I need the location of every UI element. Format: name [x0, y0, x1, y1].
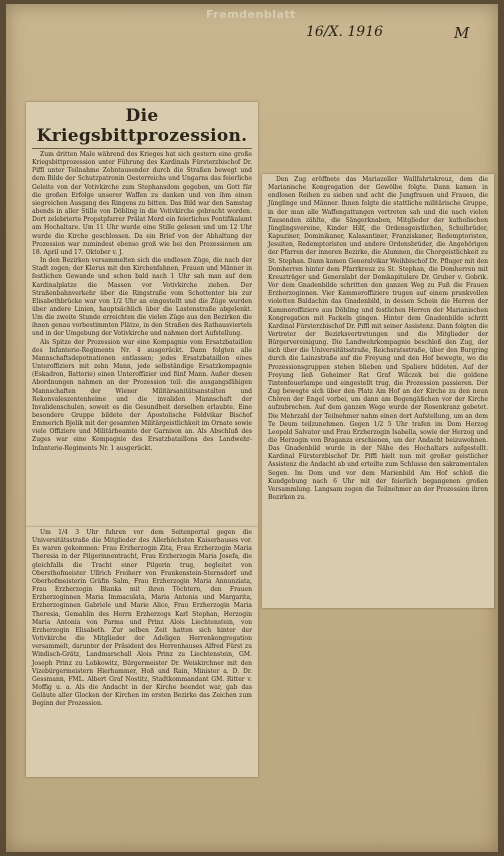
paragraph: In den Bezirken versammelten sich die endlosen Züge, die nach der Stadt zogen; der Klerus mit den Kirchenfahnen, Frauen und Männer in festlichen Gewande und schon bald nach 1 Uhr sah man auf dem Kardinalplatze die Massen vor Votivkirche ziehen. Der Straßenbahnverkehr über die Ringstraße vom Schottentor bis zur Elisabethbrücke war von 1/2 Uhr an eingestellt und die Züge wurden über andere Linien, hauptsächlich über die Lastenstraße abgelenkt. Um die zweite Stunde erreichten die vielen Züge aus den Bezirken die ihnen genau vorbestimmten Plätze, in den Straßen des Rathausviertels und in der Umgebung der Votivkirche und nahmen dort Aufstellung. [32, 257, 252, 338]
handwritten-date: 16/X. 1916 [306, 24, 384, 40]
paragraph: Den Zug eröffnete das Mariazeller Wallfahrtskreuz, dem die Marianische Kongregation der Gewölbe folgte. Dann kamen in endlosen Reihen zu sieben und acht die Jungfrauen und Frauen, die Jünglinge und Männer. Ihnen folgte die stattliche militärische Gruppe, in der man alle Waffengattungen vertreten sah und die nach vielen Tausenden zählte, die Sängerknaben, Mitglieder der katholischen Jünglingsvereine, Kinder Hilf, die Ordensgeistlichen, Schulbrüder, Kapuziner, Dominikaner, Kalasantiner, Franziskaner, Redemptoristen, Jesuiten, Redemptoristen und andere Ordensbrüder, die Angehörigen der Pfarren der inneren Bezirke, die Alumnen, die Chorgeistlichkeit zu St. Stephan. Dann kamen Generalvikar Weihbischof Dr. Pfluger mit den Domherren hinter dem Pfarrkreuz zu St. Stephan, die Domherren mit Kreuzträger und Generalabt der Domkapitulare Dr. Gruber v. Gobrik. Vor dem Gnadenbilde schritten den ganzen Weg zu Fuß die Frauen Erzherzoginnen. Vier Kammeroffiziere trugen auf einem prunkvollen violetten Baldachin das Gnadenbild, in dessen Schein die Herren der Kammeroffiziere aus Döbling und festlichen Herren der Marianischen Kongregation mit Fackeln gingen. Hinter dem Gnadenbilde schritt Kardinal Fürsterzbischof Dr. Piffl mit seiner Assistenz. Dann folgten die Vertreter der Bezirksvertretungen und die Mitglieder der Bürgervereinigung. Die Landwehrkompagnie beschloß den Zug, der sich über die Universitätsstraße, Reichsratsstraße, über den Burgring durch die Lainzstraße auf die Freyung und den Hof bewegte, wo die Prozessionsgruppen stehen blieben und Spaliere bildeten. Auf der Freyung ließ Geheimer Rat Graf Wilczek bei die goldene Tintenfeuerlampe und eingestellt trug, die Prozession passieren. Der Zug bewegte sich über den Platz Am Hof an der Kirche zu den neun Chören der Engel vorbei, um dann am Bogengäßchen vor der Kirche aufzubrechen. Auf dem ganzen Wege wurde der Rosenkranz gebetet. Die Mehrzahl der Teilnehmer nahm einen dort Aufstellung, um an dem Te Deum teilzunehmen. Gegen 1/2 5 Uhr trafen im Dom Herzog Leopold Salvator und Frau Erzherzogin Isabella, sowie der Herzog und die Herzogin von Braganza erschienen, um der Andacht beizuwohnen. Das Gnadenbild wurde in der Nähe des Hochaltars aufgestellt. Kardinal Fürsterzbischof Dr. Piffl hielt nun mit großer geistlicher Assistenz die Andacht ab und erteilte zum Schlusse den sakramentalen Segen. Im Dom und vor dem Marienbild Am Hof schloß die Kundgebung nach 6 Uhr mit der feierlich begangenen großen Versammlung. Langsam zogen die Teilnehmer an der Prozession ihren Bezirken zu. [268, 176, 488, 502]
article-column-1 [32, 151, 252, 453]
archive-sheet [6, 4, 498, 852]
newspaper-name-stamp: Fremdenblatt [206, 8, 296, 21]
clipping-right [262, 174, 494, 608]
article-column-2 [268, 176, 488, 502]
article-title: Die Kriegsbittprozession. [32, 106, 252, 149]
paragraph: Als Spitze der Prozession war eine Kompagnie vom Ersatzbataillon des Infanterie-Regiments Nr. 4 ausgerückt. Dann folgten alle Mannschaftsdepotnationen entlassen; jedes Ersatzbataillon eines Unteroffiziers mit zehn Mann, jede selbständige Ersatzkompagnie (Eskadron, Batterie) einen Unteroffizier und fünf Mann. Außer diesen Abordnungen nahmen an der Prozession teil: die ausgangsfähigen Mannschaften der Wiener Militärsanitätsanstalten und Rekonvaleszentenheime und die invaliden Mannschaft der Invalidenschulen, soweit es die Gesundheit derselben erlaubte. Eine besondere Gruppe bildete der Apostolische Feldvikar Bischof Emmerich Bjelik mit der gesamten Militärgeistlichkeit im Ornate sowie viele Offiziere und Militärbeamte der Garnison an. Als Abschluß des Zuges war eine Kompagnie des Ersatzbataillons des Landwehr-Infanterie-Regiments Nr. 1 ausgerückt. [32, 338, 252, 452]
paragraph: Um 1/4 3 Uhr fuhren vor dem Seitenportal gegen die Universitätsstraße die Mitglieder des Allerhöchsten Kaiserhauses vor. Es waren gekommen: Frau Erzherzogin Zita, Frau Erzherzogin Maria Theresia in der Pilgerinnentracht, Frau Erzherzogin Maria Josefa, die gleichfalls die Tracht einer Pilgerin trug, begleitet von Obersthofmeister Ullrich Freiherr von Frankenstein-Sternsdorf und Oberhofmeisterin Gräfin Salm, Frau Erzherzogin Maria Annunziata, Frau Erzherzogin Blanka mit ihren Töchtern, den Frauen Erzherzoginnen Maria Immaculata, Maria Antonia und Margarita, Erzherzoginnen Gabriele und Marie Alice, Frau Erzherzogin Maria Theresia, Gemahlin des Herrn Erzherzogs Karl Stephan, Herzogin Maria Antonia von Parma und Prinz Alois Liechtenstein, von Erzherzogin Elisabeth. Zur selben Zeit hatten sich hinter der Votivkirche die Mitglieder der Adeligen Herrenkongregation versammelt, darunter der Präsident des Herrenhauses Alfred Fürst zu Windisch-Grätz, Landmarschall Alois Prinz zu Liechtenstein, GM. Joseph Prinz zu Lobkowitz, Bürgermeister Dr. Weiskirchner mit den Vizebürgermeistern Hierhammer, Hoß und Rain, Minister a. D. Dr. Gessmann, FML. Albert Graf Nostitz, Stadtkommandant GM. Ritter v. Moffig u. a. Als die Andacht in der Kirche beendet war, gab das Geläute aller Glocken der Kirchen im ersten Bezirke das Zeichen zum Beginn der Prozession. [32, 529, 252, 708]
handwritten-mark: M [454, 24, 470, 42]
clipping-left-top [26, 102, 258, 527]
clipping-left-bottom [26, 527, 258, 777]
article-column-1-continued [32, 529, 252, 708]
paragraph: Zum dritten Male während des Krieges hat sich gestern eine große Kriegsbittprozession unter Führung des Kardinals Fürsterzbischof Dr. Piffl unter Teilnahme Zehntausender durch die Straßen bewegt und dem Bilde der Schutzpatronin Oesterreichs und Ungarns das feierliche Geleite von der Votivkirche zum Stephansdom gegeben, um Gott für die großen Erfolge unserer Waffen zu danken und von ihm einen siegreichen Ausgang des Ringens zu bitten. Das Bild war den Samstag abends in aller Stille von Döbling in die Votivkirche gebracht worden. Dort zelebrierte Propstpfarrer Prälat Mord ein feierliches Pontifikalamt am Hochaltare. Um 11 Uhr wurde eine Stille gelesen und um 12 Uhr wurde die Kirche geschlossen. Da ein Brief von der Abhaltung der Prozession war zumindest ebenso groß wie bei den Prozessionen am 18. April und 17. Oktober v. J. [32, 151, 252, 256]
